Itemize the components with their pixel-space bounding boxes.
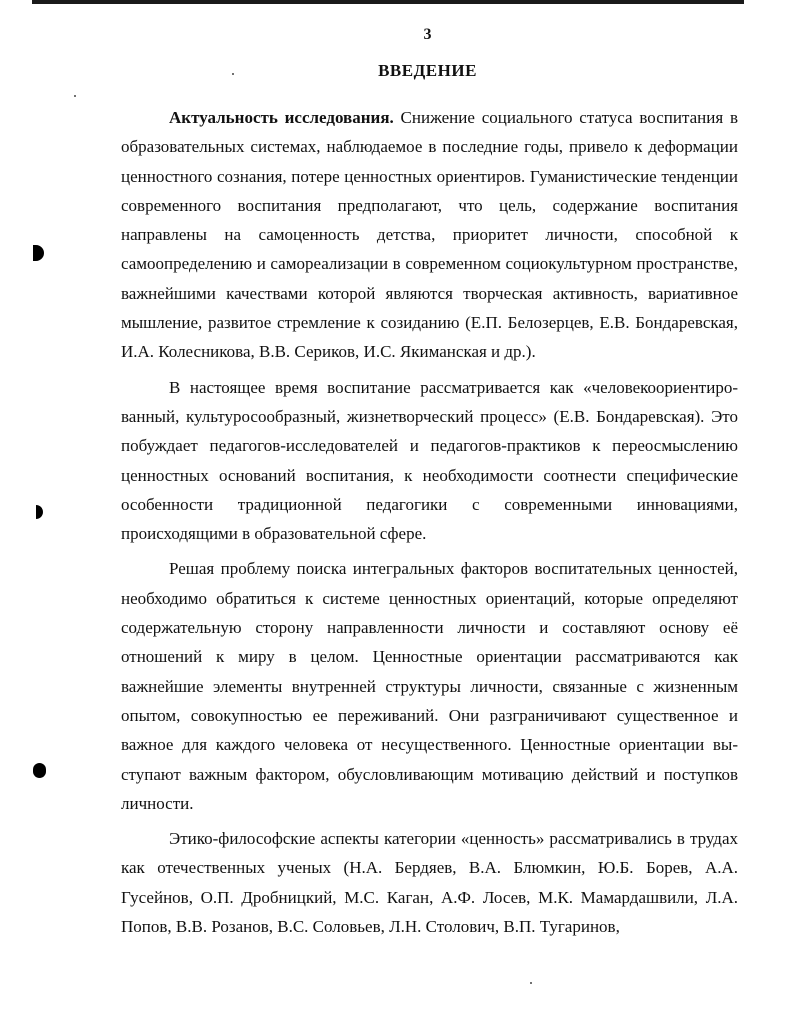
paragraph-text: Снижение социального статуса воспитания в образовательных системах, наблюдаемое в последние годы, привело к деформации ценностного сознания, потере ценностных ориентиров. Гуманистические тенденции современного воспитания предполагают, что цель, содержание воспитания направлены на самоценность детства, приоритет личности, способной к самоопределению и самореализации в современном социокультурном пространстве, важнейшими качествами которой являются творческая активность, вариативное мышление, развитое стремление к созиданию (Е.П. Белозерцев, Е.В. Бондаревская, И.А. Колесникова, В.В. Сериков, И.С. Якиманская и др.). [121,108,738,362]
paragraph-4: Этико-философские аспекты категории «ценность» рассматривались в трудах как отечественных ученых (Н.А. Бердяев, В.А. Блюмкин, Ю.Б. Борев, А.А. Гусейнов, О.П. Дробницкий, М.С. Каган, А.Ф. Лосев, М.К. Мамардашвили, Л.А. Попов, В.В. Розанов, В.С. Соловьев, Л.Н. Столович, В.П. Тугаринов, [121,829,738,937]
page-number: 3 [423,26,432,43]
scan-speck [232,73,234,75]
paragraph-1 [121,103,738,367]
binding-hole-mark [33,763,46,778]
paragraph-lead: Актуальность исследования. [169,108,394,127]
binding-hole-mark [33,245,44,261]
top-border-line [32,0,744,4]
page-title: ВВЕДЕНИЕ [378,61,477,80]
body-text [121,103,738,941]
binding-hole-mark [36,505,43,519]
scan-speck [530,982,532,984]
paragraph-3: Решая проблему поиска интегральных факторов воспитательных ценностей, необходимо обратиться к системе ценностных ориентаций, которые определяют содержательную сторону направленности личности и составляют основу её отношений к миру в целом. Ценностные ориентации рассматриваются как важнейшие элементы внутренней структуры личности, связанные с жизненным опытом, совокупностью ее переживаний. Они разграничивают существенное и важное для каждого человека от несущественного. Ценностные ориентации выступают важным фактором, обусловливающим мотивацию действий и поступков личности. [121,559,738,813]
paragraph-2: В настоящее время воспитание рассматривается как «человекоориентированный, культуросообразный, жизнетворческий процесс» (Е.В. Бондаревская). Это побуждает педагогов-исследователей и педагогов-практиков к переосмыслению ценностных оснований воспитания, к необходимости соотнести специфические особенности традиционной педагогики с современными инновациями, происходящими в образовательной сфере. [121,377,738,544]
scan-speck [74,95,76,97]
